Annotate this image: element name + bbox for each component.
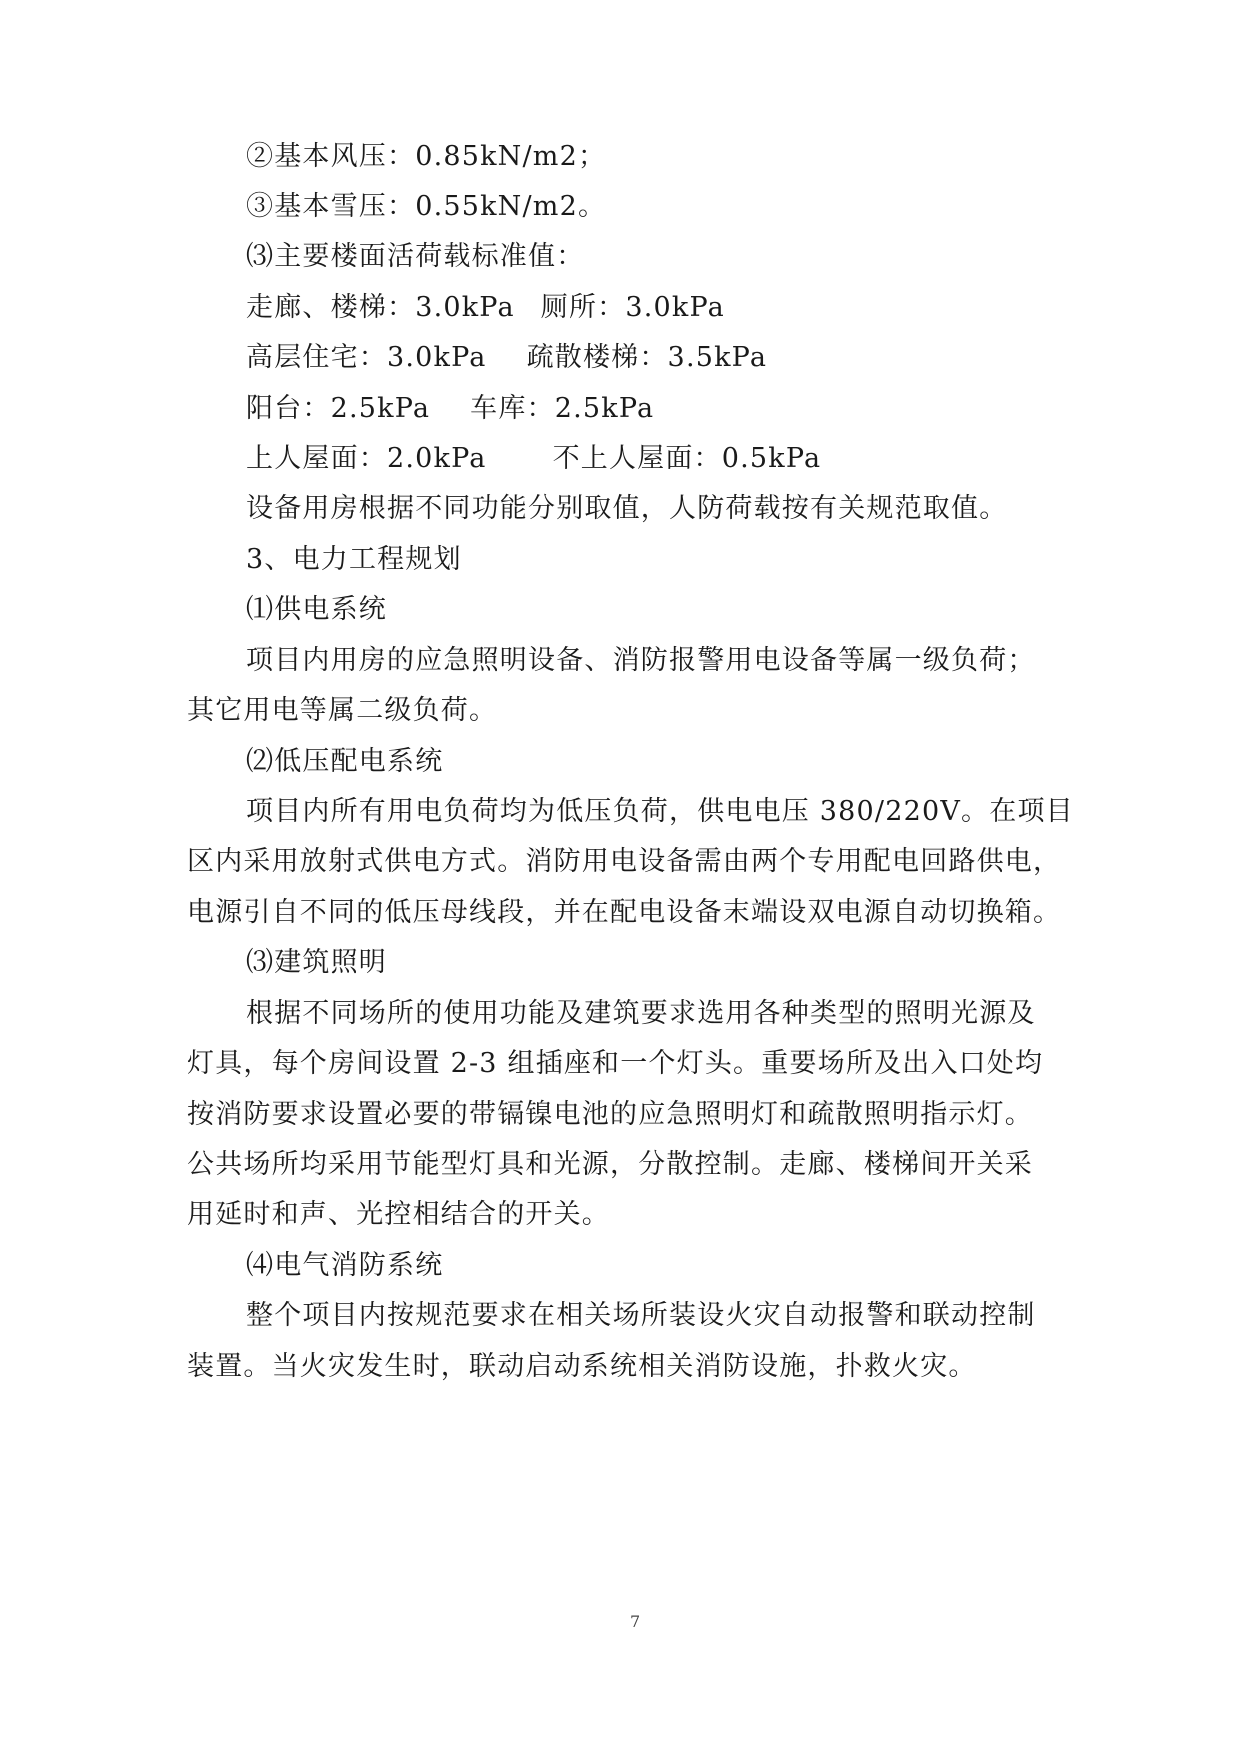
page-number: 7 [630, 1612, 641, 1631]
load-toilet: 厕所：3.0kPa [540, 292, 725, 323]
section-heading-power: 3、电力工程规划 [246, 544, 462, 575]
load-row-residential [246, 338, 1087, 378]
paragraph-lighting-line-3: 按消防要求设置必要的带镉镍电池的应急照明灯和疏散照明指示灯。 [187, 1099, 1033, 1130]
floor-load-heading: ⑶主要楼面活荷载标准值： [246, 241, 585, 272]
paragraph-power-supply-line-1: 项目内用房的应急照明设备、消防报警用电设备等属一级负荷； [246, 645, 1036, 676]
paragraph-low-voltage-line-2: 区内采用放射式供电方式。消防用电设备需由两个专用配电回路供电， [187, 846, 1062, 877]
paragraph-low-voltage-line-3: 电源引自不同的低压母线段，并在配电设备末端设双电源自动切换箱。 [187, 897, 1062, 928]
subheading-low-voltage: ⑵低压配电系统 [246, 746, 444, 777]
load-high-rise-residential: 高层住宅：3.0kPa [246, 342, 487, 373]
load-row-corridor [246, 288, 1087, 328]
snow-pressure-line: ③基本雪压：0.55kN/m2。 [246, 191, 607, 222]
load-row-roof [246, 439, 1087, 479]
equipment-load-paragraph: 设备用房根据不同功能分别取值，人防荷载按有关规范取值。 [246, 493, 1008, 524]
paragraph-lighting-line-4: 公共场所均采用节能型灯具和光源，分散控制。走廊、楼梯间开关采 [187, 1149, 1033, 1180]
load-evacuation-stairs: 疏散楼梯：3.5kPa [526, 342, 768, 373]
paragraph-low-voltage-line-1: 项目内所有用电负荷均为低压负荷，供电电压 380/220V。在项目 [246, 796, 1074, 827]
load-garage: 车库：2.5kPa [470, 393, 655, 424]
load-row-balcony [246, 389, 1087, 429]
paragraph-lighting-line-2: 灯具，每个房间设置 2-3 组插座和一个灯头。重要场所及出入口处均 [187, 1048, 1044, 1079]
paragraph-power-supply-line-2: 其它用电等属二级负荷。 [187, 695, 498, 726]
load-inaccessible-roof: 不上人屋面：0.5kPa [552, 443, 822, 474]
wind-pressure-line: ②基本风压：0.85kN/m2； [246, 141, 607, 172]
load-accessible-roof: 上人屋面：2.0kPa [246, 443, 487, 474]
subheading-power-supply: ⑴供电系统 [246, 594, 387, 625]
load-corridor-stairs: 走廊、楼梯：3.0kPa [246, 292, 515, 323]
load-balcony: 阳台：2.5kPa [246, 393, 431, 424]
paragraph-fire-alarm-line-1: 整个项目内按规范要求在相关场所装设火灾自动报警和联动控制 [246, 1300, 1036, 1331]
subheading-lighting: ⑶建筑照明 [246, 947, 387, 978]
subheading-fire-alarm: ⑷电气消防系统 [246, 1250, 444, 1281]
paragraph-lighting-line-5: 用延时和声、光控相结合的开关。 [187, 1199, 610, 1230]
paragraph-lighting-line-1: 根据不同场所的使用功能及建筑要求选用各种类型的照明光源及 [246, 998, 1036, 1029]
paragraph-fire-alarm-line-2: 装置。当火灾发生时，联动启动系统相关消防设施，扑救火灾。 [187, 1351, 977, 1382]
